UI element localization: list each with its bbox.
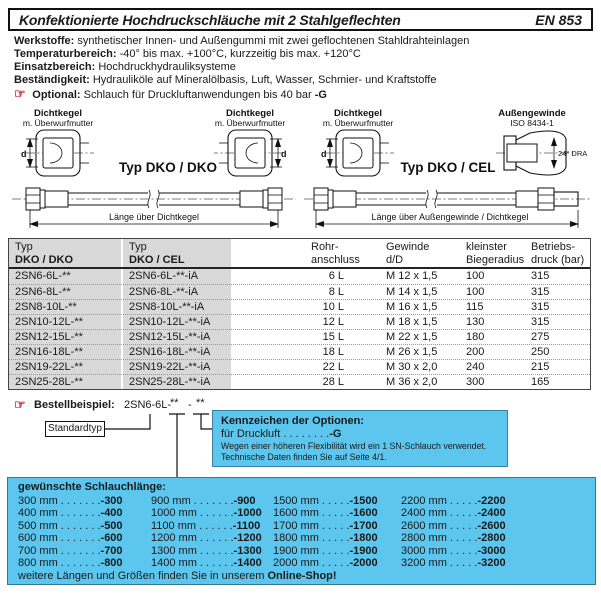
length-box-footer	[18, 570, 337, 582]
dko-fitting-section	[326, 130, 394, 176]
order-example-label: Bestellbeispiel:	[34, 399, 115, 411]
dko-fitting-section-right	[214, 130, 282, 176]
table-cell: 200	[466, 345, 485, 358]
spec-text: -40° bis max. +100°C, kurzzeitig bis max. +120°C	[119, 48, 361, 60]
page-header	[8, 8, 593, 31]
header-rohranschluss	[231, 241, 386, 267]
table-row	[9, 284, 590, 299]
spec-bold-suffix: -G	[311, 89, 327, 101]
hose-drawing	[12, 188, 296, 210]
table-cell: 2SN12-15L-**-iA	[129, 330, 211, 343]
length-code: -1100	[232, 519, 261, 532]
header-gewinde	[386, 241, 466, 267]
length-code: -1500	[349, 495, 378, 507]
diagram-type-label: Typ DKO / CEL	[400, 160, 496, 175]
table-cell: M 36 x 2,0	[386, 375, 438, 388]
length-entry	[401, 545, 506, 557]
table-cell: 100	[466, 285, 485, 298]
length-entry	[401, 557, 506, 569]
length-mm: 500 mm	[18, 519, 61, 532]
spec-line	[14, 61, 594, 74]
length-mm: 700 mm	[18, 544, 61, 557]
length-entry	[273, 532, 378, 544]
table-cell: M 12 x 1,5	[386, 270, 438, 282]
length-entry	[151, 520, 262, 532]
thread-label: Außengewinde	[498, 108, 566, 119]
length-mm: 1400 mm	[151, 557, 200, 570]
header-line2: d/D	[386, 254, 404, 266]
length-dots: . . . . . .	[199, 532, 234, 545]
header-line2: druck (bar)	[531, 254, 585, 266]
length-dots: . . . . .	[449, 495, 478, 507]
length-mm: 1800 mm	[273, 532, 322, 545]
table-cell: M 18 x 1,5	[386, 315, 438, 328]
table-cell: 2SN25-28L-**	[15, 375, 83, 388]
table-cell: 2SN6-8L-**-iA	[129, 285, 199, 298]
length-dots: . . . . .	[449, 532, 478, 545]
diagram-dko-dko	[8, 106, 300, 232]
fitting-sublabel-2: m. Überwurfmutter	[214, 118, 286, 128]
header-line1: Typ	[15, 241, 33, 253]
length-mm: 900 mm	[151, 495, 194, 507]
table-cell: 2SN16-18L-**	[15, 345, 83, 358]
table-cell: 315	[531, 270, 550, 282]
standard-badge: EN 853	[535, 11, 582, 28]
length-entry	[18, 495, 123, 507]
spec-list	[14, 35, 594, 102]
length-column	[18, 495, 123, 569]
dim-d-label-left: d	[21, 149, 27, 159]
length-code: -1200	[233, 532, 262, 545]
length-code: -500	[100, 519, 123, 532]
table-cell: M 16 x 1,5	[386, 300, 438, 313]
angle-label: 24° DRA	[558, 149, 588, 158]
length-dots: . . . . . . .	[193, 495, 234, 507]
spec-text: Hydrauliköle auf Mineralölbasis, Luft, Wasser, Schmier- und Kraftstoffe	[92, 74, 437, 86]
length-dots: . . . . .	[321, 519, 350, 532]
header-typ-dko-dko	[9, 241, 121, 267]
options-note-1: Wegen einer höheren Flexibilität wird ein 1 SN-Schlauch verwendet.	[221, 441, 487, 451]
hose-drawing	[304, 188, 590, 210]
diagram-dko-cel	[300, 106, 593, 232]
length-code: -800	[100, 557, 123, 570]
length-entry	[273, 495, 378, 507]
spec-label: Optional:	[32, 89, 84, 101]
length-dots: . . . . .	[321, 532, 350, 545]
spec-line	[14, 48, 594, 61]
length-code: -400	[100, 507, 123, 520]
length-entry	[273, 507, 378, 519]
options-line	[221, 428, 499, 441]
header-line2: Biegeradius	[466, 254, 525, 266]
length-code: -300	[100, 495, 123, 507]
length-entry	[18, 507, 123, 519]
table-cell: 2SN12-15L-**	[15, 330, 83, 343]
table-cell: 2SN19-22L-**	[15, 360, 83, 373]
length-entry	[401, 507, 506, 519]
length-code: -1900	[349, 544, 378, 557]
length-code: -2800	[477, 532, 506, 545]
fitting-sublabel-1: m. Überwurfmutter	[22, 118, 94, 128]
length-dots: . . . . . . .	[60, 507, 101, 520]
dim-d-label: d	[321, 149, 327, 159]
order-code-length-placeholder: **	[170, 397, 179, 409]
table-cell: 2SN6-8L-**	[15, 285, 71, 298]
pointing-hand-icon: ☞	[14, 397, 26, 412]
table-cell: M 22 x 1,5	[386, 330, 438, 343]
header-biegeradius	[466, 241, 531, 267]
page-title: Konfektionierte Hochdruckschläuche mit 2 Stahlgeflechten	[19, 11, 401, 28]
spec-line	[14, 35, 594, 48]
table-cell: 2SN16-18L-**-iA	[129, 345, 211, 358]
options-title: Kennzeichen der Optionen:	[221, 415, 365, 427]
length-entry	[18, 532, 123, 544]
footer-online-shop: Online-Shop!	[267, 570, 337, 582]
fitting-sublabel: m. Überwurfmutter	[322, 118, 394, 128]
length-box-title: gewünschte Schlauchlänge:	[18, 481, 166, 493]
length-mm: 600 mm	[18, 532, 61, 545]
length-entry	[401, 495, 506, 507]
spec-label: Temperaturbereich:	[14, 48, 120, 60]
length-code: -700	[100, 544, 123, 557]
length-dots: . . . . .	[449, 544, 478, 557]
length-mm: 1100 mm	[151, 519, 200, 532]
options-box	[212, 410, 508, 467]
length-code: -1800	[349, 532, 378, 545]
length-dots: . . . . . . .	[60, 495, 101, 507]
table-cell: 18 L	[322, 345, 344, 358]
fitting-label-2: Dichtkegel	[225, 108, 275, 119]
length-mm: 2600 mm	[401, 519, 450, 532]
diagram-type-label: Typ DKO / DKO	[118, 160, 218, 175]
table-cell: 180	[466, 330, 485, 343]
header-line2: DKO / CEL	[129, 254, 185, 266]
length-mm: 1000 mm	[151, 507, 200, 520]
table-cell: 315	[531, 315, 550, 328]
length-mm: 1700 mm	[273, 519, 322, 532]
fitting-label: Dichtkegel	[333, 108, 383, 119]
length-entry	[273, 557, 378, 569]
table-cell: 22 L	[322, 360, 344, 373]
length-mm: 3000 mm	[401, 544, 450, 557]
header-line1: Typ	[129, 241, 147, 253]
length-dots: . . . . .	[449, 557, 478, 570]
header-line1: Betriebs-	[531, 241, 576, 253]
length-mm: 1500 mm	[273, 495, 322, 507]
standard-type-box: Standardtyp	[45, 421, 105, 437]
header-line1: Gewinde	[386, 241, 430, 253]
length-code: -1000	[233, 507, 262, 520]
length-entry	[401, 520, 506, 532]
table-cell: 2SN6-6L-**	[15, 270, 71, 282]
order-code-option-placeholder: **	[196, 397, 205, 409]
header-line1: kleinster	[466, 241, 507, 253]
table-cell: 275	[531, 330, 550, 343]
length-entry	[273, 520, 378, 532]
table-cell: 315	[531, 285, 550, 298]
length-dots: . . . . .	[321, 544, 350, 557]
table-cell: 2SN8-10L-**-iA	[129, 300, 205, 313]
spec-label: Beständigkeit:	[14, 74, 93, 86]
length-dots: . . . . .	[321, 507, 350, 520]
options-note-2: Technische Daten finden Sie auf Seite 4/1.	[221, 451, 387, 462]
table-row	[9, 359, 590, 374]
order-code-base: 2SN6-6L-	[124, 399, 172, 411]
length-mm: 1300 mm	[151, 544, 200, 557]
length-column	[401, 495, 506, 569]
spec-text: synthetischer Innen- und Außengummi mit zwei geflochtenen Stahldrahteinlagen	[77, 35, 470, 47]
table-row	[9, 314, 590, 329]
length-dots: . . . . . . .	[60, 544, 101, 557]
length-entry	[18, 520, 123, 532]
length-code: -2600	[477, 519, 506, 532]
length-code: -900	[233, 495, 256, 507]
thread-sublabel: ISO 8434-1	[510, 118, 554, 128]
length-options-box	[7, 477, 596, 585]
table-row	[9, 299, 590, 314]
table-header-row	[9, 239, 590, 269]
table-cell: M 26 x 1,5	[386, 345, 438, 358]
table-body	[9, 269, 590, 389]
table-cell: 165	[531, 375, 550, 388]
header-betriebsdruck	[531, 241, 592, 267]
length-code: -2000	[349, 557, 378, 570]
table-row	[9, 329, 590, 344]
table-cell: 300	[466, 375, 485, 388]
length-mm: 300 mm	[18, 495, 61, 507]
length-dots: . . . . . .	[199, 507, 234, 520]
spec-text: Hochdruckhydrauliksysteme	[98, 61, 236, 73]
table-row	[9, 344, 590, 359]
length-code: -3000	[477, 544, 506, 557]
spec-label: Einsatzbereich:	[14, 61, 99, 73]
length-dots: . . . . .	[449, 507, 478, 520]
spec-line	[14, 74, 594, 87]
length-entry	[151, 507, 262, 519]
option-label: für Druckluft	[221, 428, 281, 440]
footer-text: weitere Längen und Größen finden Sie in unserem	[18, 570, 268, 582]
option-code: -G	[329, 428, 342, 440]
table-cell: 12 L	[322, 315, 344, 328]
length-column	[151, 495, 262, 569]
table-cell: 2SN10-12L-**	[15, 315, 83, 328]
table-cell: 2SN25-28L-**-iA	[129, 375, 211, 388]
length-dots: . . . . . . .	[60, 557, 101, 570]
length-dimension	[316, 210, 578, 228]
table-cell: 8 L	[328, 285, 344, 298]
table-cell: 2SN19-22L-**-iA	[129, 360, 211, 373]
length-entry	[401, 532, 506, 544]
table-cell: 315	[531, 300, 550, 313]
table-cell: 15 L	[322, 330, 344, 343]
length-code: -1300	[233, 544, 262, 557]
length-code: -3200	[477, 557, 506, 570]
spec-label: Werkstoffe:	[14, 35, 78, 47]
header-typ-dko-cel	[121, 241, 231, 267]
header-line2: DKO / DKO	[15, 254, 74, 266]
table-row	[9, 269, 590, 284]
length-mm: 2400 mm	[401, 507, 450, 520]
length-code: -1400	[233, 557, 262, 570]
length-dots: . . . . . .	[199, 557, 234, 570]
table-cell: 115	[466, 300, 484, 313]
length-dimension	[30, 210, 278, 228]
length-mm: 1900 mm	[273, 544, 322, 557]
length-mm: 400 mm	[18, 507, 61, 520]
length-entry	[151, 532, 262, 544]
length-entry	[18, 545, 123, 557]
length-dots: . . . . . .	[199, 519, 233, 532]
length-entry	[18, 557, 123, 569]
length-code: -600	[100, 532, 123, 545]
length-dots: . . . . . .	[199, 544, 234, 557]
table-cell: 6 L	[328, 270, 344, 282]
table-cell: 2SN10-12L-**-iA	[129, 315, 211, 328]
order-code-separator: -	[188, 399, 192, 411]
table-cell: 28 L	[322, 375, 344, 388]
length-column	[273, 495, 378, 569]
length-dots: . . . . .	[449, 519, 478, 532]
length-mm: 3200 mm	[401, 557, 450, 570]
table-cell: M 30 x 2,0	[386, 360, 438, 373]
length-dots: . . . . .	[321, 557, 350, 570]
length-mm: 1200 mm	[151, 532, 200, 545]
spec-text: Schlauch für Druckluftanwendungen bis 40 bar	[83, 89, 312, 101]
length-mm: 2000 mm	[273, 557, 322, 570]
option-dots: . . . . . . . .	[280, 428, 330, 440]
dko-fitting-section-left	[26, 130, 94, 176]
header-line1: Rohr-	[311, 241, 339, 253]
fitting-label-1: Dichtkegel	[33, 108, 83, 119]
table-cell: 100	[466, 270, 485, 282]
table-cell: 2SN8-10L-**	[15, 300, 77, 313]
table-cell: 240	[466, 360, 485, 373]
length-dots: . . . . . . .	[60, 519, 101, 532]
pointing-hand-icon: ☞	[14, 86, 30, 101]
table-row	[9, 374, 590, 389]
length-dimension-label: Länge über Dichtkegel	[108, 212, 200, 222]
table-cell: 250	[531, 345, 550, 358]
length-dots: . . . . .	[321, 495, 350, 507]
spec-table	[8, 238, 591, 390]
table-cell: M 14 x 1,5	[386, 285, 438, 298]
length-mm: 1600 mm	[273, 507, 322, 520]
length-entry	[273, 545, 378, 557]
table-cell: 130	[466, 315, 485, 328]
length-entry	[151, 495, 262, 507]
length-dots: . . . . . . .	[60, 532, 101, 545]
length-mm: 2800 mm	[401, 532, 450, 545]
length-code: -1600	[349, 507, 378, 520]
length-code: -2200	[477, 495, 506, 507]
header-line2: anschluss	[311, 254, 360, 266]
length-entry	[151, 545, 262, 557]
table-cell: 10 L	[322, 300, 344, 313]
dim-d-label-right: d	[281, 149, 287, 159]
table-cell: 215	[531, 360, 550, 373]
length-code: -1700	[349, 519, 378, 532]
length-code: -2400	[477, 507, 506, 520]
length-entry	[151, 557, 262, 569]
spec-line	[14, 87, 594, 102]
length-dimension-label: Länge über Außengewinde / Dichtkegel	[371, 212, 529, 222]
length-mm: 800 mm	[18, 557, 61, 570]
length-mm: 2200 mm	[401, 495, 450, 507]
table-cell: 2SN6-6L-**-iA	[129, 270, 199, 282]
